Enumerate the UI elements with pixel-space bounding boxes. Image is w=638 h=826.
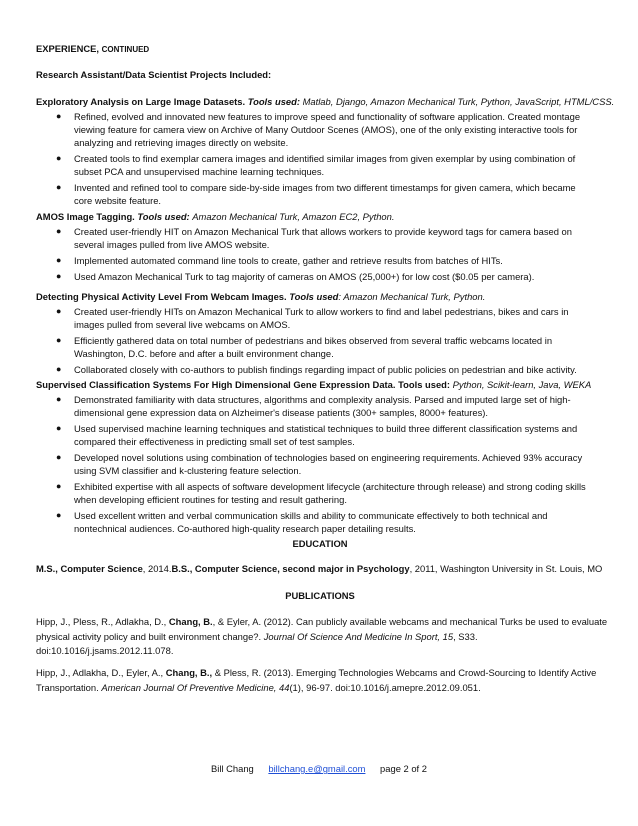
tools-label: Tools used:	[137, 211, 190, 222]
project-title: Detecting Physical Activity Level From Webcam Images.	[36, 291, 287, 302]
list-item: ● Refined, evolved and innovated new features to improve speed and functionality of software application. Created montage viewing feature for camera view on Archive of Many Outdoor Scenes (AMOS), one of the only existing interactive tools for analyzing and retrieving images directly on website.	[56, 111, 581, 149]
project-bullets	[36, 305, 604, 379]
project-title-line	[36, 290, 604, 304]
list-item: ● Developed novel solutions using combination of technologies based on engineering requirements. Achieved 93% accuracy using SVM classifier and k-clustering feature selection.	[56, 452, 583, 477]
tools-list: Matlab, Django, Amazon Mechanical Turk, Python, JavaScript, HTML/CSS.	[302, 96, 615, 107]
tools-list: : Amazon Mechanical Turk, Python.	[338, 291, 486, 302]
list-item: ● Created user-friendly HITs on Amazon Mechanical Turk to allow workers to find and label pedestrians, bikes and cars in images pulled from several live webcams on AMOS.	[56, 306, 569, 331]
project-title: Exploratory Analysis on Large Image Datasets.	[36, 96, 246, 107]
project-title-line	[36, 95, 615, 109]
list-item: ● Exhibited expertise with all aspects of software development lifecycle (architecture through release) and strong coding skills when developing efficient routines for testing and result gathering.	[56, 481, 586, 506]
tools-list: Python, Scikit-learn, Java, WEKA	[452, 379, 592, 390]
tools-list: Amazon Mechanical Turk, Amazon EC2, Python.	[192, 211, 395, 222]
project-bullets	[36, 393, 604, 538]
list-item: ● Created user-friendly HIT on Amazon Mechanical Turk that allows workers to provide keyword tags for camera based on several images pulled from live AMOS website.	[56, 226, 572, 251]
continued-label: CONTINUED	[101, 45, 150, 54]
publication-2: Hipp, J., Adlakha, D., Eyler, A., Chang, B., & Pless, R. (2013). Emerging Technologies Webcams and Crowd-Sourcing to Identify Active Transportation. American Journal Of Preventive Medicine, 44(1), 96-97. doi:10.1016/j.amepre.2012.09.051.	[36, 667, 597, 693]
tools-label: Tools used:	[247, 96, 300, 107]
list-item: ● Demonstrated familiarity with data structures, algorithms and complexity analysis. Parsed and imputed large set of high- dimensional gene expression data on Alzheimer's disease patients (300+ samples, 8000+ features).	[56, 394, 571, 419]
list-item: ● Used supervised machine learning techniques and statistical techniques to build three different classification systems and compared their effectiveness in predicting small set of test samples.	[56, 423, 578, 448]
page-footer	[0, 763, 638, 774]
project-title-line	[36, 210, 604, 224]
experience-label: EXPERIENCE,	[36, 43, 100, 54]
list-item: ● Created tools to find exemplar camera images and identified similar images from given exemplar by using combination of subset PCA and unsupervised machine learning techniques.	[56, 153, 576, 178]
education-line: M.S., Computer Science, 2014.B.S., Computer Science, second major in Psychology, 2011, Washington University in St. Louis, MO	[36, 563, 603, 574]
projects-heading: Research Assistant/Data Scientist Projects Included:	[36, 69, 272, 80]
email-link[interactable]: billchang.e@gmail.com	[268, 763, 366, 774]
project-bullets	[36, 225, 604, 286]
project-title: AMOS Image Tagging.	[36, 211, 135, 222]
project-title-line	[36, 378, 604, 392]
project-bullets	[36, 110, 604, 210]
tools-label: Tools used	[289, 291, 339, 302]
list-item: ● Efficiently gathered data on total number of pedestrians and bikes observed from several traffic webcams located in Washington, D.C. before and after a built environment change.	[56, 335, 553, 360]
page-number: page 2 of 2	[380, 763, 427, 774]
list-item: ● Implemented automated command line tools to create, gather and retrieve results from batches of HITs.	[56, 255, 503, 266]
project-title: Supervised Classification Systems For High Dimensional Gene Expression Data.	[36, 379, 396, 390]
list-item: ● Used Amazon Mechanical Turk to tag majority of cameras on AMOS (25,000+) for low cost ($0.05 per camera).	[56, 270, 535, 282]
degree-bs: B.S., Computer Science, second major in Psychology	[171, 563, 410, 574]
education-heading: EDUCATION	[292, 538, 348, 549]
list-item: ● Collaborated closely with co-authors to publish findings regarding impact of public policies on pedestrian and bike activity.	[56, 364, 577, 375]
degree-ms: M.S., Computer Science	[36, 563, 143, 574]
list-item: ● Used excellent written and verbal communication skills and ability to communicate effectively to both technical and nontechnical audiences. Co-authored high-quality research paper detailing results.	[56, 510, 548, 535]
list-item: ● Invented and refined tool to compare side-by-side images from two different timestamps for given camera, which became core website feature.	[56, 182, 576, 207]
publication-1: Hipp, J., Pless, R., Adlakha, D., Chang, B., & Eyler, A. (2012). Can publicly available webcams and mechanical Turks be used to evaluate physical activity policy and built environment change?. Journal Of Science And Medicine In Sport, 15, S33. doi:10.1016/j.jsams.2012.11.078.	[36, 616, 608, 657]
tools-label: Tools used:	[398, 379, 451, 390]
experience-heading	[36, 42, 604, 57]
publications-heading: PUBLICATIONS	[285, 590, 355, 601]
footer-name: Bill Chang	[211, 763, 254, 774]
